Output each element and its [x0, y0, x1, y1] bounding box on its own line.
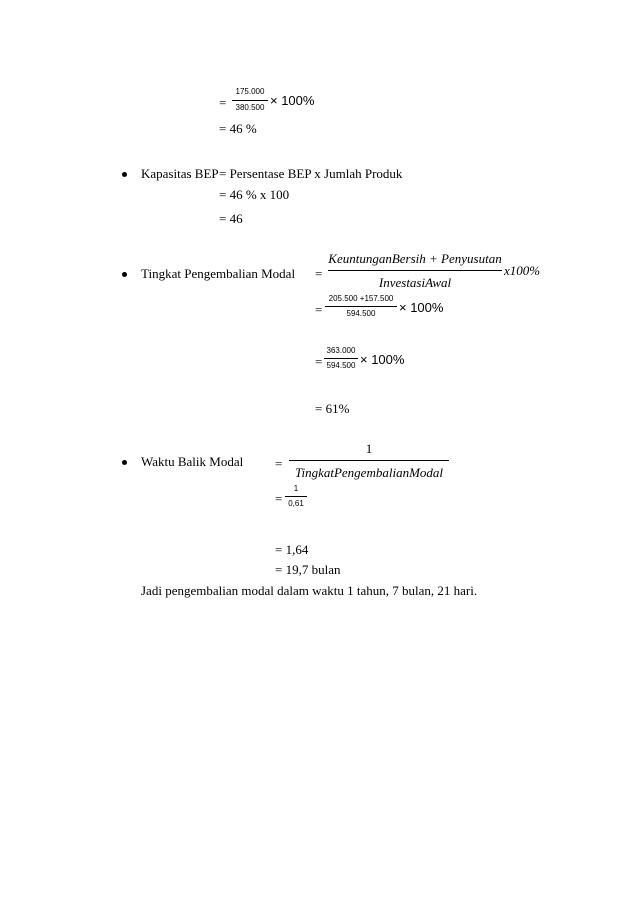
fraction-numerator: 175.000 — [235, 87, 265, 96]
fraction-numerator: 1 — [293, 484, 299, 493]
fraction-bar — [289, 460, 449, 461]
equals-sign: = — [275, 456, 283, 471]
item-label: Kapasitas BEP — [141, 166, 219, 181]
fraction-denominator: 0,61 — [288, 499, 304, 508]
multiplier-text: × 100% — [399, 300, 444, 315]
fraction-numerator: 205.500 +157.500 — [328, 294, 394, 303]
fraction-denominator: 594.500 — [326, 361, 356, 370]
equals-sign: = — [275, 491, 283, 506]
item-label: Tingkat Pengembalian Modal — [141, 266, 296, 281]
result-text: = 46 % — [219, 121, 257, 136]
formula-line: = Persentase BEP x Jumlah Produk — [219, 166, 403, 181]
bullet-point — [122, 460, 127, 465]
fraction-bar — [325, 306, 397, 307]
equals-sign: = — [219, 95, 227, 110]
equals-sign: = — [315, 302, 323, 317]
bullet-point — [122, 272, 127, 277]
fraction-numerator: 1 — [365, 441, 373, 456]
result-text: = 61% — [315, 401, 350, 416]
fraction-numerator: KeuntunganBersih + Penyusutan — [328, 251, 502, 266]
item-label: Waktu Balik Modal — [141, 454, 244, 469]
fraction-denominator: 380.500 — [235, 103, 265, 112]
fraction-bar — [324, 358, 358, 359]
fraction-denominator: TingkatPengembalianModal — [294, 465, 444, 480]
fraction-denominator: 594.500 — [346, 309, 376, 318]
fraction-numerator: 363.000 — [326, 346, 356, 355]
fraction-bar — [232, 100, 268, 101]
formula-line: = 46 % x 100 — [219, 187, 290, 202]
formula-line: = 46 — [219, 211, 243, 226]
result-text: = 1,64 — [275, 542, 309, 557]
fraction-denominator: InvestasiAwal — [378, 275, 452, 290]
multiplier-text: × 100% — [360, 352, 405, 367]
equals-sign: = — [315, 354, 323, 369]
equals-sign: = — [315, 266, 323, 281]
conclusion-text: Jadi pengembalian modal dalam waktu 1 tahun, 7 bulan, 21 hari. — [141, 583, 478, 598]
fraction-bar — [328, 270, 502, 271]
multiplier-text: x100% — [504, 263, 541, 278]
fraction-bar — [285, 496, 307, 497]
multiplier-text: × 100% — [270, 93, 315, 108]
result-text: = 19,7 bulan — [275, 562, 341, 577]
bullet-point — [122, 172, 127, 177]
